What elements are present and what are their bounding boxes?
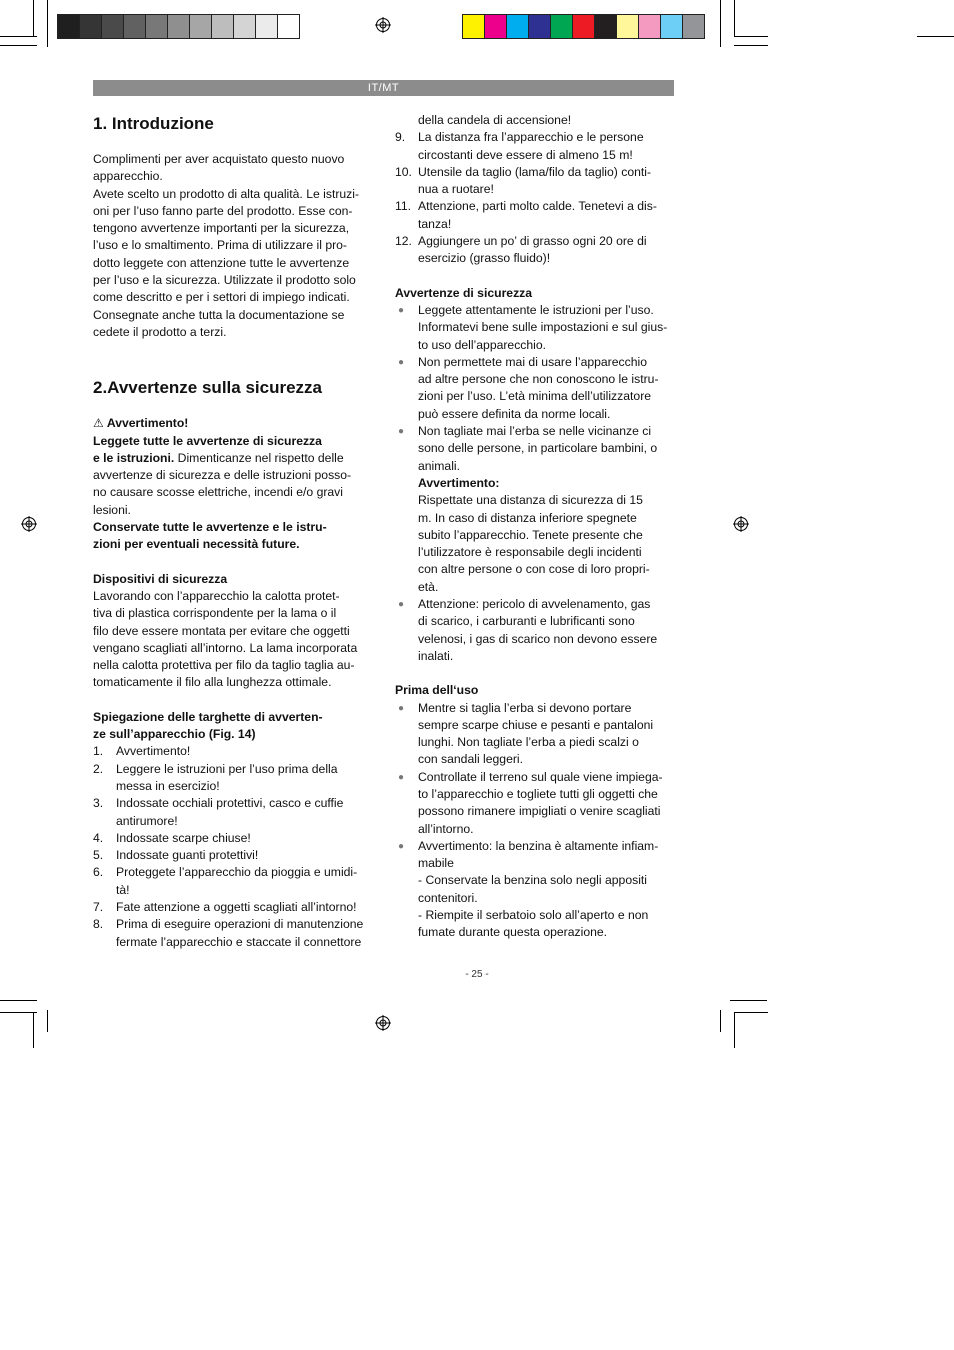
list-item-text: tanza! <box>418 216 452 231</box>
crop-mark <box>734 36 768 37</box>
list-number: 8. <box>93 917 104 932</box>
list-number: 9. <box>395 130 406 145</box>
list-number: 2. <box>93 761 104 776</box>
text-line: Conservate tutte le avvertenze e le istru- <box>93 520 327 535</box>
list-item-text: Fate attenzione a oggetti scagliati all’intorno! <box>116 899 357 914</box>
color-swatch <box>58 15 80 38</box>
list-item-text: tà! <box>116 882 130 897</box>
list-item <box>93 847 378 864</box>
list-item <box>93 743 378 760</box>
list-number: 11. <box>395 199 412 214</box>
color-swatch <box>190 15 212 38</box>
list-item-text: Aggiungere un po’ di grasso ogni 20 ore di <box>418 234 647 249</box>
color-swatch <box>80 15 102 38</box>
text-line: filo deve essere montata per evitare che oggetti <box>93 623 350 638</box>
text-line: come descritto e per i settori di impiego indicati. <box>93 290 350 305</box>
bullet-text: possono rimanere impigliati o venire scagliati <box>418 804 661 819</box>
safety-list <box>395 302 680 665</box>
list-item <box>395 233 680 268</box>
color-swatch <box>551 15 573 38</box>
crop-mark <box>734 0 735 37</box>
text-line: Spiegazione delle targhette di avverten- <box>93 709 323 724</box>
bullet-text: ad altre persone che non conoscono le istru- <box>418 372 659 387</box>
bullet-text: Informatevi bene sulle impostazioni e sul gius- <box>418 320 668 335</box>
text-line: dotto leggete con attenzione tutte le avvertenze <box>93 255 350 270</box>
before-use-list <box>395 700 680 942</box>
bullet-text: Controllate il terreno sul quale viene impiega- <box>418 769 663 784</box>
crop-mark <box>0 36 37 37</box>
crop-mark <box>720 1010 721 1032</box>
bullet-icon: ● <box>398 840 405 852</box>
bullet-text: subito l’apparecchio. Tenete presente che <box>418 527 643 542</box>
bullet-text: contenitori. <box>418 890 478 905</box>
bullet-text: lunghi. Non tagliate l’erba a piedi scalzi o <box>418 735 639 750</box>
list-number: 3. <box>93 796 104 811</box>
color-swatch <box>256 15 278 38</box>
color-swatch <box>212 15 234 38</box>
text-line: no causare scosse elettriche, incendi e/o gravi <box>93 485 343 500</box>
bullet-icon: ● <box>398 702 405 714</box>
crop-mark <box>0 1000 37 1001</box>
intro-paragraph <box>93 151 378 341</box>
color-swatch <box>507 15 529 38</box>
grayscale-bar <box>57 14 300 39</box>
bullet-text: m. In caso di distanza inferiore spegnete <box>418 510 637 525</box>
process-color-bar <box>462 14 705 39</box>
list-item-text: antirumore! <box>116 813 178 828</box>
page-number: - 25 - <box>465 969 489 980</box>
text-line: Consegnate anche tutta la documentazione se <box>93 307 345 322</box>
bullet-text: Attenzione: pericolo di avvelenamento, gas <box>418 597 651 612</box>
bullet-icon: ● <box>398 426 405 438</box>
bullet-icon: ● <box>398 304 405 316</box>
list-item <box>93 899 378 916</box>
text-line: Complimenti per aver acquistato questo nuovo <box>93 152 345 166</box>
list-item <box>93 795 378 830</box>
signs-title <box>93 709 378 744</box>
registration-mark-icon <box>733 516 749 532</box>
crop-mark <box>33 1012 34 1048</box>
list-item-text: Indossate guanti protettivi! <box>116 848 259 863</box>
bullet-text: Mentre si taglia l’erba si devono portare <box>418 700 632 715</box>
list-item-text: circostanti deve essere di almeno 15 m! <box>418 147 633 162</box>
crop-mark <box>47 0 48 47</box>
list-item-text: Indossate scarpe chiuse! <box>116 830 251 845</box>
color-swatch <box>573 15 595 38</box>
devices-title: Dispositivi di sicurezza <box>93 571 228 586</box>
bullet-item <box>395 423 680 596</box>
bullet-icon: ● <box>398 356 405 368</box>
color-swatch <box>683 15 704 38</box>
text-line: l’uso e lo smaltimento. Prima di utilizzare il pro- <box>93 238 347 253</box>
text-line: per l’uso e la sicurezza. Utilizzate il prodotto solo <box>93 273 356 288</box>
list-number: 7. <box>93 899 104 914</box>
list-number: 4. <box>93 830 104 845</box>
color-swatch <box>639 15 661 38</box>
crop-mark <box>0 1012 37 1013</box>
list-item-text: Proteggete l’apparecchio da pioggia e umidi- <box>116 865 358 880</box>
bullet-text: all’intorno. <box>418 821 474 836</box>
crop-mark <box>47 1010 48 1032</box>
right-column <box>395 112 680 942</box>
bullet-text: Avvertimento: la benzina è altamente infiam- <box>418 838 659 853</box>
text-line: oni per l’uso fanno parte del prodotto. Esse con- <box>93 203 353 218</box>
language-header: IT/MT <box>93 80 674 96</box>
color-swatch <box>278 15 299 38</box>
list-number: 5. <box>93 848 104 863</box>
list-item <box>395 129 680 164</box>
bullet-icon: ● <box>398 771 405 783</box>
registration-mark-icon <box>375 1015 391 1031</box>
safety-title: Avvertenze di sicurezza <box>395 285 533 300</box>
bullet-text: mabile <box>418 856 454 871</box>
color-swatch <box>102 15 124 38</box>
bullet-text: sono delle persone, in particolare bambini, o <box>418 441 658 456</box>
list-number: 12. <box>395 234 412 249</box>
text-line: Avete scelto un prodotto di alta qualità. Le istruzi- <box>93 186 360 201</box>
devices-text <box>93 588 378 692</box>
color-swatch <box>617 15 639 38</box>
bullet-item <box>395 700 680 769</box>
text-line: cedete il prodotto a terzi. <box>93 324 227 339</box>
bullet-text: Non permettete mai di usare l’apparecchio <box>418 354 647 369</box>
crop-mark <box>734 45 768 46</box>
bullet-text: sempre scarpe chiuse e pesanti e pantaloni <box>418 717 654 732</box>
list-item <box>395 198 680 233</box>
bullet-item <box>395 354 680 423</box>
registration-mark-icon <box>21 516 37 532</box>
warning-block: ⚠ Avvertimento! Leggete tutte le avvertenze di sicurezza e le istruzioni. Dimenticanze nel rispetto delle avvertenze di sicurezza e delle istruzioni posso- no causare scosse elettriche, incendi e/o gravi lesioni. Conservate tutte le avvertenze e le istru- zioni per eventuali necessità future. <box>93 415 378 553</box>
color-swatch <box>595 15 617 38</box>
list-item-text: nua a ruotare! <box>418 182 494 197</box>
list-item-text: esercizio (grasso fluido)! <box>418 251 551 266</box>
list-item-text: Attenzione, parti molto calde. Tenetevi a dis- <box>418 199 657 214</box>
crop-mark <box>720 0 721 47</box>
list-item <box>395 164 680 199</box>
bullet-text: fumate durante questa operazione. <box>418 925 608 940</box>
text-line: zioni per eventuali necessità future. <box>93 537 300 552</box>
list-number: 1. <box>93 744 104 759</box>
color-swatch <box>661 15 683 38</box>
color-swatch <box>146 15 168 38</box>
list-item-text: Utensile da taglio (lama/filo da taglio) conti- <box>418 164 652 179</box>
bullet-text: - Riempite il serbatoio solo all’aperto e non <box>418 908 649 923</box>
list-item-text: Prima di eseguire operazioni di manutenzione <box>116 917 364 932</box>
text-line: ze sull’apparecchio (Fig. 14) <box>93 727 256 742</box>
color-swatch <box>234 15 256 38</box>
bullet-icon: ● <box>398 599 405 611</box>
bullet-item <box>395 302 680 354</box>
bullet-subtitle: Avvertimento: <box>418 475 500 490</box>
registration-mark-icon <box>375 17 391 33</box>
bullet-text: Rispettate una distanza di sicurezza di 15 <box>418 493 643 508</box>
color-swatch <box>529 15 551 38</box>
text-line: vengano scagliati all’intorno. La lama incorporata <box>93 640 358 655</box>
before-use-title: Prima dell‘uso <box>395 683 479 698</box>
text-line: tengono avvertenze importanti per la sicurezza, <box>93 221 350 236</box>
color-swatch <box>124 15 146 38</box>
bullet-text: con sandali leggeri. <box>418 752 524 767</box>
list-item <box>93 916 378 951</box>
warning-triangle-icon: ⚠ <box>93 416 104 431</box>
bullet-text: velenosi, i gas di scarico non devono essere <box>418 631 658 646</box>
list-item-text: Leggere le istruzioni per l’uso prima della <box>116 761 338 776</box>
list-number: 6. <box>93 865 104 880</box>
bullet-item <box>395 596 680 665</box>
text-line: tiva di plastica corrispondente per la lama o il <box>93 606 337 621</box>
bullet-item <box>395 838 680 942</box>
list-item <box>93 830 378 847</box>
crop-mark <box>0 45 37 46</box>
bullet-text: l’utilizzatore è responsabile degli incidenti <box>418 545 642 560</box>
list-item <box>93 761 378 796</box>
color-swatch <box>463 15 485 38</box>
list-item-text: La distanza fra l’apparecchio e le persone <box>418 130 644 145</box>
list-item <box>395 112 680 129</box>
signs-list-continued <box>395 112 680 268</box>
bullet-text: con altre persone o con cose di loro propri- <box>418 562 650 577</box>
crop-mark <box>730 1000 767 1001</box>
bullet-text: - Conservate la benzina solo negli appositi <box>418 873 647 888</box>
bullet-text: to l’apparecchio e togliete tutti gli oggetti che <box>418 786 658 801</box>
bullet-text: zioni per l’uso. L’età minima dell’utilizzatore <box>418 389 652 404</box>
text-line: lesioni. <box>93 502 131 517</box>
bullet-text: età. <box>418 579 439 594</box>
bullet-text: to uso dell’apparecchio. <box>418 337 547 352</box>
bullet-text: può essere definita da norme locali. <box>418 406 611 421</box>
list-number: 10. <box>395 164 412 179</box>
list-item-text: messa in esercizio! <box>116 778 220 793</box>
crop-mark <box>734 1012 735 1048</box>
left-column <box>93 113 378 951</box>
text-line: nella calotta protettiva per filo da taglio taglia au- <box>93 658 355 673</box>
bullet-text: Non tagliate mai l’erba se nelle vicinanze ci <box>418 424 652 439</box>
text-line: avvertenze di sicurezza e delle istruzioni posso- <box>93 468 352 483</box>
signs-list <box>93 743 378 951</box>
bullet-text: animali. <box>418 458 460 473</box>
list-item <box>93 864 378 899</box>
list-item-text: fermate l’apparecchio e staccate il connettore <box>116 934 362 949</box>
text-line: Lavorando con l’apparecchio la calotta protet- <box>93 588 340 603</box>
bullet-text: inalati. <box>418 648 454 663</box>
bullet-text: di scarico, i carburanti e lubrificanti sono <box>418 614 635 629</box>
section-title-safety: 2.Avvertenze sulla sicurezza <box>93 378 322 398</box>
color-swatch <box>168 15 190 38</box>
text-line: tomaticamente il filo alla lunghezza ottimale. <box>93 675 332 690</box>
color-swatch <box>485 15 507 38</box>
crop-mark <box>734 1012 768 1013</box>
list-item-text: Avvertimento! <box>116 744 191 759</box>
bullet-text: Leggete attentamente le istruzioni per l’uso. <box>418 302 654 317</box>
bullet-item <box>395 769 680 838</box>
crop-mark <box>33 0 34 37</box>
section-title-introduction: 1. Introduzione <box>93 114 214 133</box>
text-line: apparecchio. <box>93 169 163 184</box>
list-item-text: Indossate occhiali protettivi, casco e cuffie <box>116 796 344 811</box>
list-item-text: della candela di accensione! <box>418 113 572 127</box>
crop-mark <box>917 36 954 37</box>
